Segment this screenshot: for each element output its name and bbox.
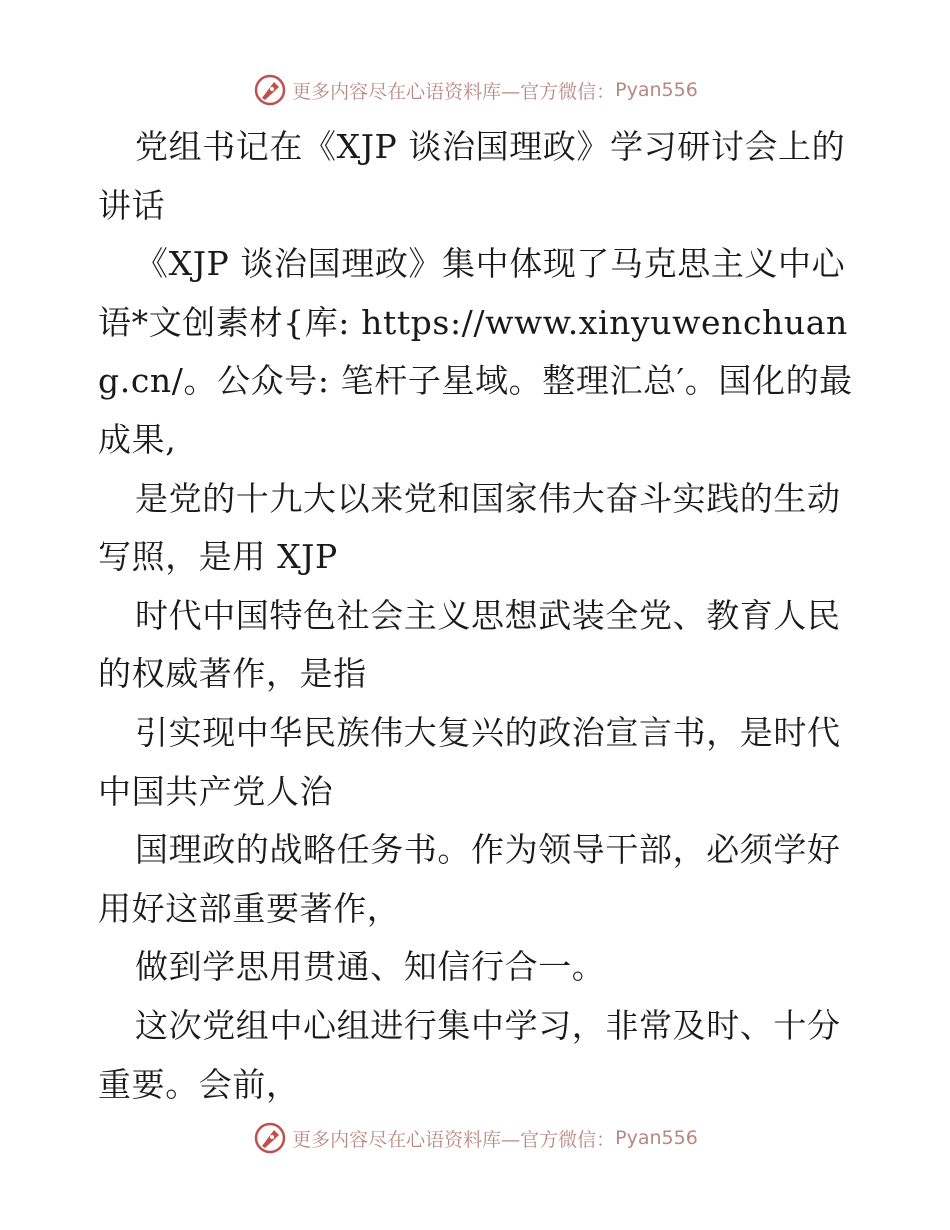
banner-wechat-id: Pyan556	[615, 79, 698, 101]
banner-wechat-id: Pyan556	[615, 1127, 698, 1149]
paragraph: 这次党组中心组进行集中学习，非常及时、十分重要。会前，	[98, 1005, 841, 1104]
paragraph: 做到学思用贯通、知信行合一。	[135, 947, 606, 987]
paragraph: 时代中国特色社会主义思想武装全党、教育人民的权威著作，是指	[98, 595, 841, 694]
banner-text: 更多内容尽在心语资料库—官方微信：	[292, 80, 616, 103]
pen-nib-logo-icon	[252, 72, 288, 108]
footer-banner	[0, 1118, 950, 1158]
paragraph: 党组书记在《XJP 谈治国理政》学习研讨会上的讲话	[98, 127, 846, 225]
pen-nib-logo-icon	[252, 1120, 288, 1156]
paragraph: 引实现中华民族伟大复兴的政治宣言书，是时代中国共产党人治	[98, 712, 841, 811]
paragraph: 《XJP 谈治国理政》集中体现了马克思主义中心语*文创素材{库: https://www.xinyuwenchuang.cn/。公众号: 笔杆子星域。整理汇总′。国化的最成果,	[98, 244, 853, 459]
paragraph: 是党的十九大以来党和国家伟大奋斗实践的生动写照，是用 XJP	[98, 478, 841, 577]
banner-text: 更多内容尽在心语资料库—官方微信：	[292, 1128, 616, 1151]
header-banner	[0, 70, 950, 110]
document-body	[98, 118, 858, 1114]
paragraph: 国理政的战略任务书。作为领导干部，必须学好用好这部重要著作，	[98, 830, 841, 928]
